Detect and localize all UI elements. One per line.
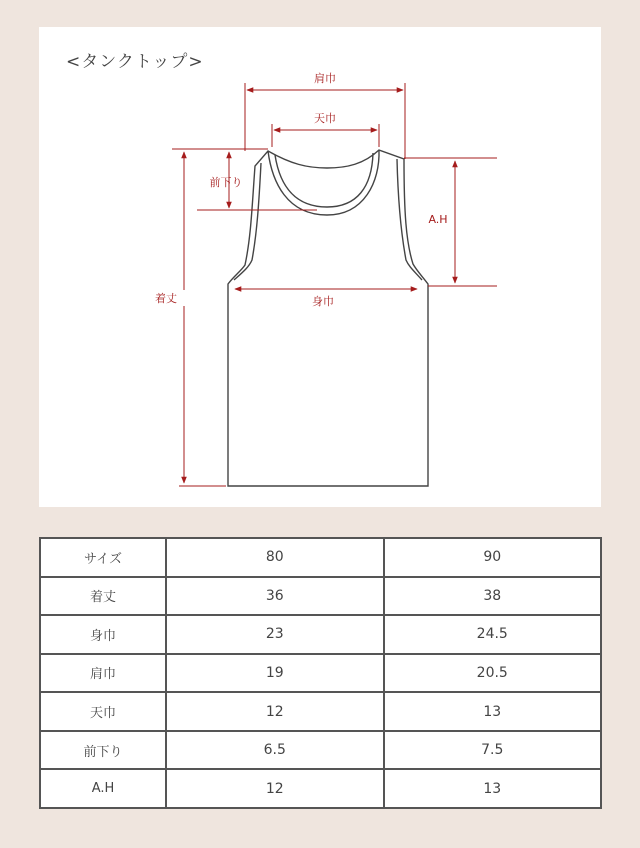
value-cell: 24.5 [384, 615, 602, 654]
header-size-cell: 80 [166, 538, 384, 577]
value-cell: 13 [384, 769, 602, 808]
row-label-cell: A.H [40, 769, 166, 808]
row-label-cell: 着丈 [40, 577, 166, 616]
value-cell: 20.5 [384, 654, 602, 693]
table-row [40, 577, 601, 616]
table-row [40, 692, 601, 731]
value-cell: 7.5 [384, 731, 602, 770]
row-label-cell: 天巾 [40, 692, 166, 731]
label-shoulder-width: 肩巾 [314, 72, 336, 85]
table-row [40, 769, 601, 808]
value-cell: 6.5 [166, 731, 384, 770]
label-front-drop: 前下り [209, 176, 243, 189]
row-label-cell: 身巾 [40, 615, 166, 654]
value-cell: 38 [384, 577, 602, 616]
row-label-cell: 肩巾 [40, 654, 166, 693]
label-body-width: 身巾 [312, 295, 334, 308]
value-cell: 23 [166, 615, 384, 654]
diagram-title: <タンクトップ> [66, 52, 204, 72]
table-header-row [40, 538, 601, 577]
label-armhole: A.H [428, 213, 448, 226]
tank-top-outline [228, 150, 428, 486]
table-row [40, 615, 601, 654]
value-cell: 12 [166, 769, 384, 808]
value-cell: 19 [166, 654, 384, 693]
table-row [40, 731, 601, 770]
header-label-cell: サイズ [40, 538, 166, 577]
label-neck-width: 天巾 [314, 112, 336, 125]
header-size-cell: 90 [384, 538, 602, 577]
value-cell: 12 [166, 692, 384, 731]
value-cell: 36 [166, 577, 384, 616]
row-label-cell: 前下り [40, 731, 166, 770]
measurement-diagram [39, 27, 601, 507]
measurement-lines [172, 83, 497, 486]
table-row [40, 654, 601, 693]
size-chart-table [39, 537, 602, 809]
label-length: 着丈 [155, 292, 177, 305]
value-cell: 13 [384, 692, 602, 731]
tank-top-diagram-svg [39, 27, 601, 507]
